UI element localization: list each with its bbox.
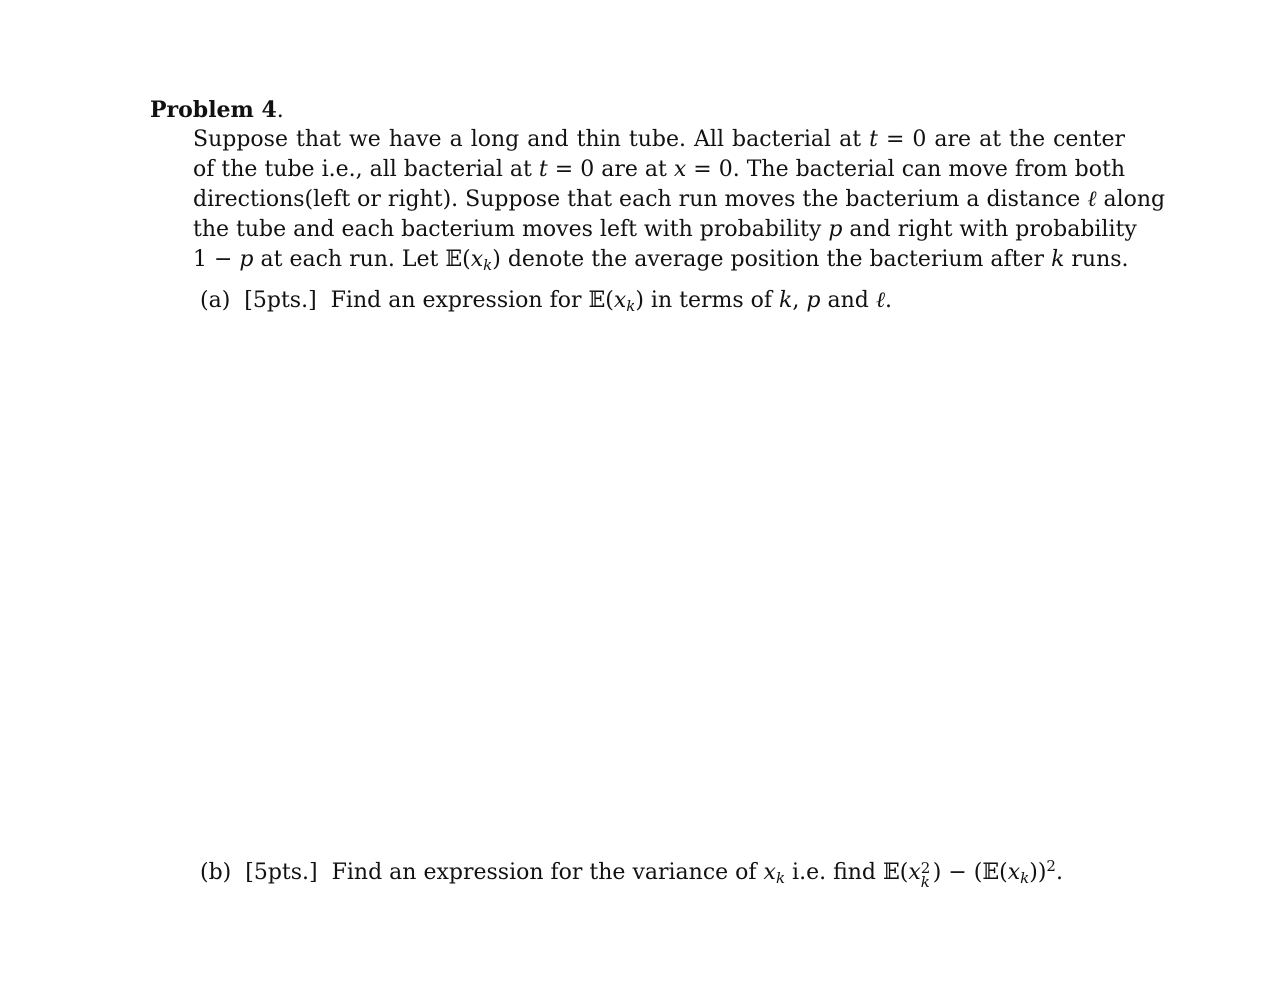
part-a-points: [5pts.]: [244, 288, 317, 313]
text-fragment: Find an expression for 𝔼(: [330, 288, 614, 313]
math-sup-sub: [920, 859, 933, 891]
text-fragment: = 0 are at: [547, 157, 674, 182]
math-variable: t: [869, 127, 878, 152]
math-subscript: k: [775, 869, 786, 887]
text-fragment: Suppose that we have a long and thin tube. All bacterial at: [193, 127, 870, 152]
text-fragment: ) − (𝔼(: [932, 860, 1008, 885]
text-fragment: i.e. find 𝔼(: [785, 860, 909, 885]
text-fragment: ) in terms of: [635, 288, 780, 313]
text-fragment: ) denote the average position the bacterium after: [492, 247, 1052, 272]
math-variable: x: [673, 157, 687, 182]
math-variable: x: [1007, 860, 1021, 885]
part-a: [200, 286, 892, 316]
text-fragment: and: [820, 288, 876, 313]
problem-title-period: .: [276, 98, 284, 123]
text-fragment: = 0 are at the center: [877, 127, 1125, 152]
text-fragment: ,: [792, 288, 807, 313]
math-superscript: 2: [920, 859, 931, 877]
text-fragment: and right with probability: [842, 217, 1137, 242]
math-subscript: k: [1020, 869, 1030, 887]
math-variable: k: [779, 288, 793, 313]
math-variable: x: [470, 247, 484, 272]
math-variable: ℓ: [875, 288, 885, 313]
problem-statement: [193, 125, 1166, 275]
text-fragment: directions(left or right). Suppose that each run moves the bacterium a distance: [193, 187, 1088, 212]
text-fragment: at each run. Let 𝔼(: [253, 247, 471, 272]
math-variable: x: [763, 860, 776, 885]
text-fragment: .: [1055, 860, 1063, 885]
text-fragment: the tube and each bacterium moves left with probability: [193, 217, 829, 242]
math-subscript: k: [626, 297, 636, 315]
statement-line-5: [193, 245, 1129, 275]
statement-line-4: [193, 215, 1137, 245]
statement-line-2: [193, 155, 1125, 185]
math-variable: x: [908, 860, 921, 885]
problem-heading: [150, 95, 284, 126]
part-b-label: (b): [200, 860, 232, 885]
statement-line-3: [193, 185, 1166, 215]
math-variable: x: [613, 288, 627, 313]
problem-title: Problem 4: [150, 97, 277, 123]
part-a-label: (a): [200, 288, 231, 313]
math-subscript: k: [483, 256, 493, 274]
math-superscript: 2: [1046, 857, 1056, 875]
text-fragment: 1 −: [193, 247, 240, 272]
math-variable: k: [1051, 247, 1065, 272]
math-variable: ℓ: [1087, 187, 1097, 212]
part-b: [200, 857, 1063, 891]
text-fragment: = 0. The bacterial can move from both: [686, 157, 1125, 182]
text-fragment: of the tube i.e., all bacterial at: [193, 157, 539, 182]
math-subscript: k: [920, 873, 930, 891]
math-variable: p: [806, 288, 821, 313]
math-variable: t: [538, 157, 548, 182]
math-variable: p: [239, 247, 254, 272]
part-b-points: [5pts.]: [245, 860, 318, 885]
text-fragment: runs.: [1064, 247, 1129, 272]
text-fragment: along: [1096, 187, 1166, 212]
text-fragment: )): [1029, 860, 1047, 885]
statement-line-1: [193, 125, 1125, 155]
text-fragment: Find an expression for the variance of: [331, 860, 764, 885]
math-variable: p: [828, 217, 843, 242]
text-fragment: .: [885, 288, 892, 313]
